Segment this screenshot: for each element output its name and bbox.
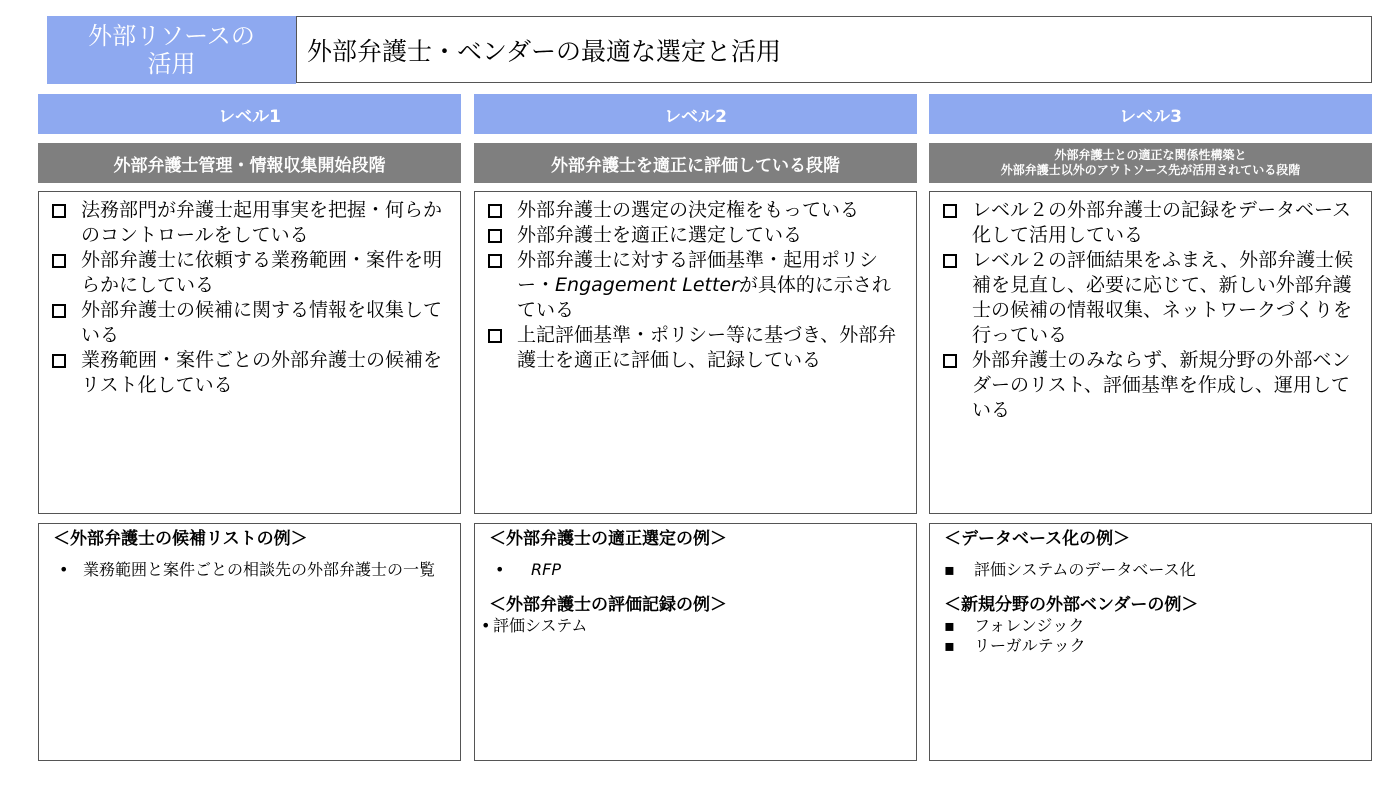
level-1-example-box <box>38 523 461 761</box>
example-heading: ＜外部弁護士の候補リストの例＞ <box>53 529 308 549</box>
checklist-item-text: 外部弁護士の候補に関する情報を収集している <box>81 299 443 346</box>
checklist-item <box>49 198 452 248</box>
section-tag-line1: 外部リソースの <box>88 22 255 50</box>
level-2-checklist <box>475 192 916 373</box>
checkbox-icon <box>943 204 957 218</box>
checkbox-icon <box>488 229 502 243</box>
example-item <box>479 616 902 636</box>
example-heading: ＜新規分野の外部ベンダーの例＞ <box>944 595 1199 615</box>
level-1-checklist-box <box>38 191 461 514</box>
checklist-item <box>485 198 908 223</box>
checklist-item <box>49 298 452 348</box>
level-1-checklist <box>39 192 460 398</box>
level-1-label: レベル1 <box>218 106 281 127</box>
checkbox-icon <box>943 354 957 368</box>
page-title-text: 外部弁護士・ベンダーの最適な選定と活用 <box>307 36 782 66</box>
checklist-item-text: 外部弁護士のみならず、新規分野の外部ベンダーのリスト、評価基準を作成し、運用している <box>972 349 1351 421</box>
level-3-stage-line2: 外部弁護士以外のアウトソース先が活用されている段階 <box>1000 163 1301 177</box>
page-title <box>296 16 1372 83</box>
checkbox-icon <box>52 204 66 218</box>
example-item <box>944 616 1357 636</box>
example-item-text: フォレンジック <box>974 616 1085 635</box>
checklist-item-text: 外部弁護士を適正に選定している <box>517 224 803 246</box>
checkbox-icon <box>488 204 502 218</box>
checkbox-icon <box>943 254 957 268</box>
checklist-item-text: 外部弁護士に対する評価基準・起用ポリシー・ <box>517 249 879 296</box>
checklist-item <box>49 348 452 398</box>
checkbox-icon <box>488 329 502 343</box>
level-2-header <box>474 94 917 134</box>
example-heading: ＜データベース化の例＞ <box>944 529 1131 549</box>
level-3-checklist-box <box>929 191 1372 514</box>
checkbox-icon <box>52 254 66 268</box>
level-2-stage-label: 外部弁護士を適正に評価している段階 <box>551 155 840 176</box>
checklist-item-text: が具体的に示されている <box>517 274 891 321</box>
example-item-text: 評価システム <box>493 616 588 635</box>
example-item <box>489 560 902 580</box>
checkbox-icon <box>52 354 66 368</box>
checklist-item <box>485 323 908 373</box>
section-tag-line2: 活用 <box>147 50 196 78</box>
bullet-icon: ▪ <box>944 560 955 579</box>
bullet-icon: • <box>481 616 491 635</box>
example-heading: ＜外部弁護士の適正選定の例＞ <box>489 529 727 549</box>
checklist-item <box>49 248 452 298</box>
checklist-item-text: 外部弁護士に依頼する業務範囲・案件を明らかにしている <box>81 249 443 296</box>
bullet-icon: • <box>495 560 505 579</box>
example-item <box>53 560 446 580</box>
example-item-text: 業務範囲と案件ごとの相談先の外部弁護士の一覧 <box>83 560 436 579</box>
checklist-item-text: 業務範囲・案件ごとの外部弁護士の候補をリスト化している <box>81 349 443 396</box>
level-3-stage <box>929 143 1372 183</box>
example-item-text: リーガルテック <box>974 636 1086 655</box>
section-tag <box>47 16 296 84</box>
checklist-item-italic: Engagement Letter <box>555 274 739 296</box>
bullet-icon: • <box>59 560 69 579</box>
example-item-text: 評価システムのデータベース化 <box>974 560 1196 579</box>
checklist-item-text: レベル２の外部弁護士の記録をデータベース化して活用している <box>972 199 1352 246</box>
level-3-checklist <box>930 192 1371 423</box>
level-1-header <box>38 94 461 134</box>
bullet-icon: ▪ <box>944 616 955 635</box>
level-3-label: レベル3 <box>1119 106 1182 127</box>
checklist-item-text: レベル２の評価結果をふまえ、外部弁護士候補を見直し、必要に応じて、新しい外部弁護士の候補の情報収集、ネットワークづくりを行っている <box>972 249 1354 346</box>
checklist-item-text: 外部弁護士の選定の決定権をもっている <box>517 199 860 221</box>
checklist-item-text: 法務部門が弁護士起用事実を把握・何らかのコントロールをしている <box>81 199 443 246</box>
level-2-example-box <box>474 523 917 761</box>
checklist-item <box>485 223 908 248</box>
checkbox-icon <box>52 304 66 318</box>
example-heading: ＜外部弁護士の評価記録の例＞ <box>489 595 727 615</box>
level-2-label: レベル2 <box>664 106 727 127</box>
example-item <box>944 560 1357 580</box>
example-item <box>944 636 1357 656</box>
level-1-stage <box>38 143 461 183</box>
checklist-item <box>940 198 1363 248</box>
level-3-stage-line1: 外部弁護士との適正な関係性構築と <box>1054 148 1247 162</box>
checklist-item <box>940 348 1363 423</box>
level-1-stage-label: 外部弁護士管理・情報収集開始段階 <box>113 155 386 176</box>
bullet-icon: ▪ <box>944 636 955 655</box>
level-3-example-box <box>929 523 1372 761</box>
level-3-header <box>929 94 1372 134</box>
example-item-text: RFP <box>531 560 561 579</box>
checklist-item-text: 上記評価基準・ポリシー等に基づき、外部弁護士を適正に評価し、記録している <box>517 324 897 371</box>
checklist-item <box>485 248 908 323</box>
level-2-stage <box>474 143 917 183</box>
checkbox-icon <box>488 254 502 268</box>
level-2-checklist-box <box>474 191 917 514</box>
checklist-item <box>940 248 1363 348</box>
